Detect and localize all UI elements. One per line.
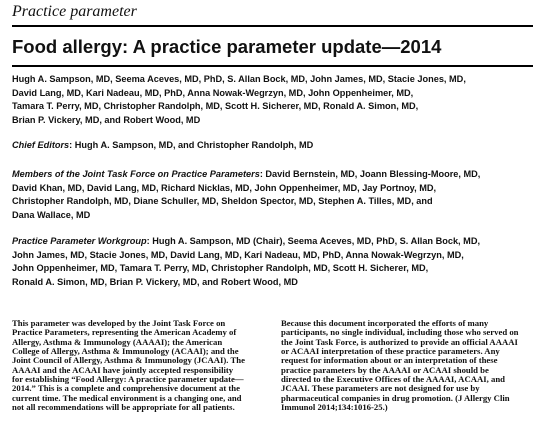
top-rule	[12, 25, 533, 27]
abstract-line: current time. The medical environment is a changing one, and	[12, 392, 242, 403]
title-rule	[12, 65, 533, 67]
abstract-line: the Joint Task Force, is authorized to provide an official AAAAI	[281, 336, 518, 347]
abstract-line: not all recommendations will be appropriate for all patients.	[12, 402, 235, 413]
abstract-line: request for information about or an interpretation of these	[281, 355, 498, 366]
section-kicker: Practice parameter	[12, 3, 137, 20]
abstract-line: Immunol 2014;134:1016-25.)	[281, 402, 388, 413]
author-line: Hugh A. Sampson, MD, Seema Aceves, MD, PhD, S. Allan Bock, MD, John James, MD, Stacie Jones, MD,	[12, 74, 466, 84]
task-force-line: Dana Wallace, MD	[12, 209, 91, 220]
author-line: David Lang, MD, Kari Nadeau, MD, PhD, Anna Nowak-Wegrzyn, MD, John Oppenheimer, MD,	[12, 87, 414, 98]
abstract-line: directed to the Executive Offices of the AAAAI, ACAAI, and	[281, 374, 505, 385]
abstract-line: Allergy, Asthma & Immunology (AAAAI); the American	[12, 336, 223, 347]
abstract-line: This parameter was developed by the Joint Task Force on	[12, 318, 226, 328]
abstract-line: for establishing “Food Allergy: A practice parameter update—	[12, 374, 244, 385]
abstract-line: pharmaceutical companies in drug promotion. (J Allergy Clin	[281, 392, 510, 403]
abstract-line: participants, no single individual, including those who served on	[281, 327, 519, 338]
workgroup-line: John Oppenheimer, MD, Tamara T. Perry, MD, Christopher Randolph, MD, Scott H. Sicherer, MD,	[12, 263, 429, 274]
author-line: Tamara T. Perry, MD, Christopher Randolph, MD, Scott H. Sicherer, MD, Ronald A. Simon, MD,	[12, 101, 419, 112]
workgroup-line: John James, MD, Stacie Jones, MD, David Lang, MD, Kari Nadeau, MD, PhD, Anna Nowak-Wegrzyn, MD,	[12, 249, 464, 260]
workgroup-line: Ronald A. Simon, MD, Brian P. Vickery, MD, and Robert Wood, MD	[12, 276, 298, 287]
chief-editors-names: : Hugh A. Sampson, MD, and Christopher Randolph, MD	[69, 140, 314, 150]
abstract-line: Because this document incorporated the efforts of many	[281, 318, 489, 328]
abstract-line: AAAAI and the ACAAI have jointly accepted responsibility	[12, 364, 234, 375]
abstract-line: JCAAI. These parameters are not designed for use by	[281, 383, 480, 394]
workgroup-names: : Hugh A. Sampson, MD (Chair), Seema Aceves, MD, PhD, S. Allan Bock, MD,	[146, 236, 481, 246]
abstract-right-column	[281, 319, 533, 412]
abstract-line: College of Allergy, Asthma & Immunology (ACAAI); and the	[12, 346, 239, 357]
task-force-label: Members of the Joint Task Force on Practice Parameters	[12, 169, 260, 179]
workgroup-label: Practice Parameter Workgroup	[12, 236, 147, 246]
chief-editors-label: Chief Editors	[12, 140, 70, 150]
abstract-line: 2014.” This is a complete and comprehensive document at the	[12, 383, 240, 394]
article-title: Food allergy: A practice parameter update—2014	[12, 36, 442, 57]
abstract-line: practice parameters by the AAAAI or ACAAI should be	[281, 364, 489, 375]
abstract-left-column	[12, 319, 264, 412]
task-force-names: : David Bernstein, MD, Joann Blessing-Moore, MD,	[259, 169, 481, 179]
task-force-members	[12, 168, 533, 222]
abstract-line: or ACAAI interpretation of these practice parameters. Any	[281, 346, 500, 357]
chief-editors	[12, 139, 533, 153]
abstract-line: Joint Council of Allergy, Asthma & Immunology (JCAAI). The	[12, 355, 245, 366]
abstract-line: Practice Parameters, representing the American Academy of	[12, 327, 237, 338]
author-line: Brian P. Vickery, MD, and Robert Wood, MD	[12, 114, 201, 125]
author-list	[12, 73, 533, 127]
workgroup-members	[12, 235, 533, 289]
task-force-line: Christopher Randolph, MD, Diane Schuller, MD, Sheldon Spector, MD, Stephen A. Tilles, MD, and	[12, 196, 433, 207]
task-force-line: David Khan, MD, David Lang, MD, Richard Nicklas, MD, John Oppenheimer, MD, Jay Portnoy, MD,	[12, 182, 437, 193]
